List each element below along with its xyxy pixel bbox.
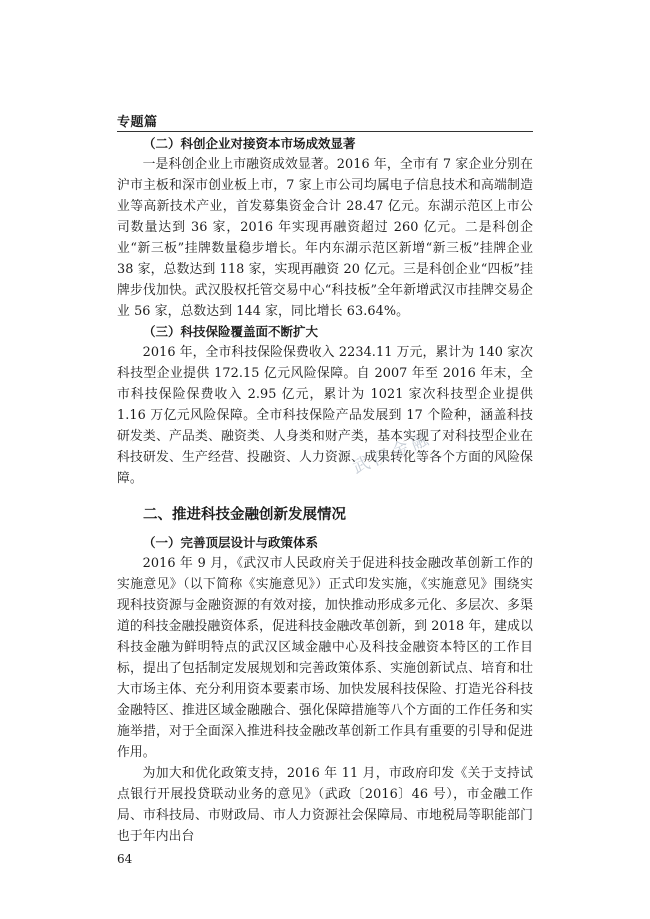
watermark-stamp: 武汉金融 — [349, 428, 436, 479]
section-heading-3: （三）科技保险覆盖面不断扩大 — [143, 324, 319, 339]
header-divider — [117, 131, 533, 132]
section-heading-2: （二）科创企业对接资本市场成效显著 — [143, 136, 356, 151]
section-header-label: 专题篇 — [117, 115, 158, 130]
page-body — [117, 134, 533, 847]
page-number: 64 — [117, 852, 133, 866]
paragraph-support: 为加大和优化政策支持，2016 年 11 月，市政府印发《关于支持试点银行开展投贷联动业务的意见》（武政〔2016〕46 号），市金融工作局、市科技局、市财政局、市人力资源社会保障局、市地税局等职能部门也于年内出台 — [117, 766, 533, 844]
section-heading-policy: （一）完善顶层设计与政策体系 — [143, 535, 319, 550]
paragraph-insurance: 2016 年，全市科技保险保费收入 2234.11 万元，累计为 140 家次科技型企业提供 172.15 亿元风险保障。自 2007 年至 2016 年末，全市科技保险保费收入 2.95 亿元，累计为 1021 家次科技型企业提供 1.16 万亿元风险保障。全市科技保险产品发展到 17 个险种，涵盖科技研发类、产品类、融资类、人身类和财产类，基本实现了对科技型企业在科技研发、生产经营、投融资、人力资源、成果转化等各个方面的风险保障。 — [117, 345, 533, 486]
paragraph-listing: 一是科创企业上市融资成效显著。2016 年，全市有 7 家企业分别在沪市主板和深市创业板上市，7 家上市公司均属电子信息技术和高端制造业等高新技术产业，首发募集资金合计 28.47 亿元。东湖示范区上市公司数量达到 36 家，2016 年实现再融资超过 260 亿元。二是科创企业“新三板”挂牌数量稳步增长。年内东湖示范区新增“新三板”挂牌企业 38 家，总数达到 118 家，实现再融资 20 亿元。三是科创企业“四板”挂牌步伐加快。武汉股权托管交易中心“科技板”全年新增武汉市挂牌交易企业 56 家，总数达到 144 家，同比增长 63.64%。 — [117, 157, 533, 319]
chapter-heading: 二、推进科技金融创新发展情况 — [143, 507, 346, 523]
paragraph-policy: 2016 年 9 月，《武汉市人民政府关于促进科技金融改革创新工作的实施意见》（以下简称《实施意见》）正式印发实施，《实施意见》围绕实现科技资源与金融资源的有效对接，加快推动形成多元化、多层次、多渠道的科技金融投融资体系，促进科技金融改革创新，到 2018 年，建成以科技金融为鲜明特点的武汉区域金融中心及科技金融资本特区的工作目标，提出了包括制定发展规划和完善政策体系、实施创新试点、培育和壮大市场主体、充分利用资本要素市场、加快发展科技保险、打造光谷科技金融特区、推进区域金融融合、强化保障措施等八个方面的工作任务和实施举措，对于全面深入推进科技金融改革创新工作具有重要的引导和促进作用。 — [117, 556, 533, 760]
